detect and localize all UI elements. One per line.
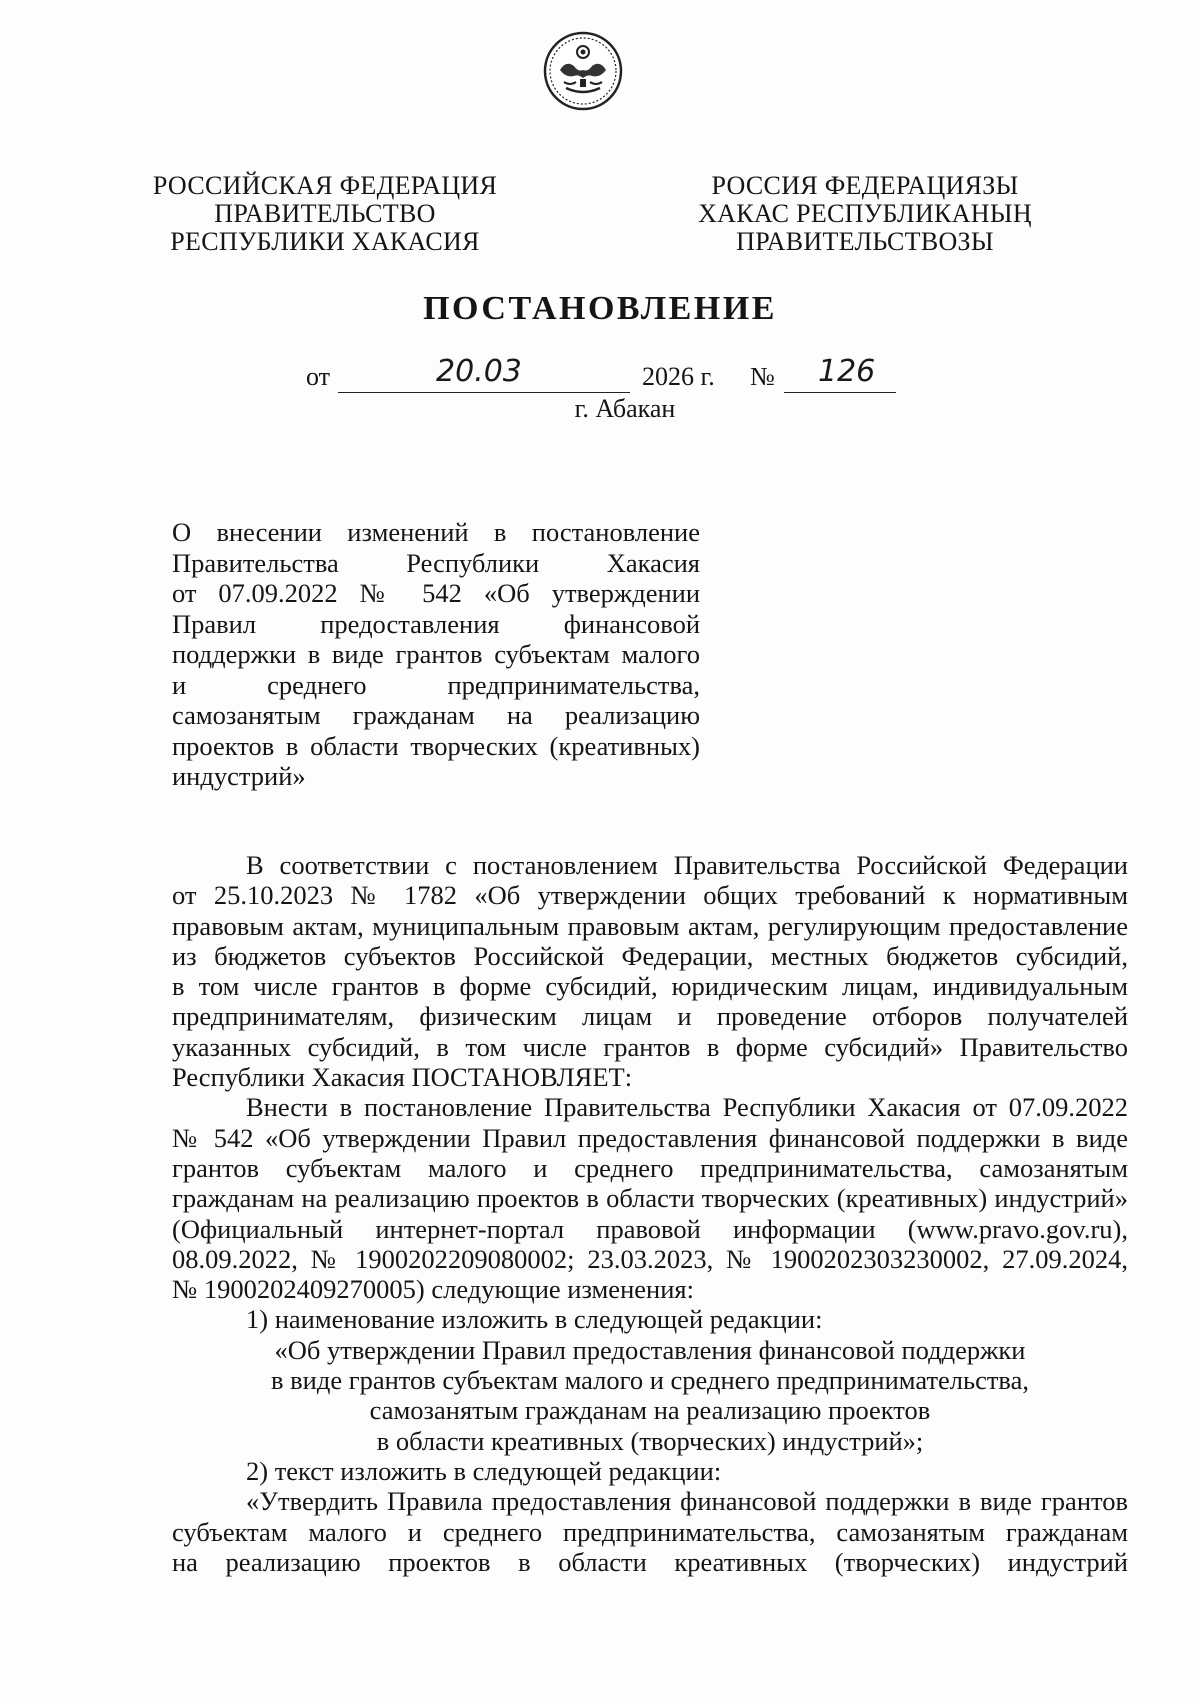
list-item-1: 1) наименование изложить в следующей редакции:: [246, 1304, 823, 1335]
body-line: на реализацию проектов в области креативных (творческих) индустрий: [172, 1546, 1128, 1577]
body-line: В соответствии с постановлением Правительства Российской Федерации: [246, 850, 1128, 880]
number-label: №: [750, 362, 775, 391]
body-line: (Официальный интернет-портал правовой информации (www.pravo.gov.ru),: [172, 1213, 1128, 1244]
number-handwritten: 126: [818, 354, 876, 389]
year-label: 2026 г.: [642, 362, 715, 391]
subject-line: Правил предоставления финансовой: [172, 608, 700, 639]
body-line: предпринимателям, физическим лицам и проведение отборов получателей: [172, 1001, 1128, 1032]
document-title: ПОСТАНОВЛЕНИЕ: [423, 290, 777, 327]
body-line: № 1900202409270005) следующие изменения:: [172, 1274, 694, 1305]
body-line: в том числе грантов в форме субсидий, юридическим лицам, индивидуальным: [172, 971, 1128, 1002]
body-line: 08.09.2022, № 1900202209080002; 23.03.2023, № 1900202303230002, 27.09.2024,: [172, 1243, 1128, 1274]
list-item-2: 2) текст изложить в следующей редакции:: [246, 1455, 722, 1486]
date-number-row: [306, 354, 906, 396]
quote-line: в виде грантов субъектам малого и среднего предпринимательства,: [271, 1365, 1029, 1396]
body-line: грантов субъектам малого и среднего предпринимательства, самозанятым: [172, 1152, 1128, 1183]
header-right-line: ХАКАС РЕСПУБЛИКАНЫҢ: [698, 199, 1032, 228]
subject-block: [172, 517, 700, 792]
date-underline: [338, 392, 630, 393]
header-right-line: РОССИЯ ФЕДЕРАЦИЯЗЫ: [711, 171, 1019, 200]
body-line: правовым актам, муниципальным правовым актам, регулирующим предоставление: [172, 910, 1128, 941]
header-left: [140, 172, 510, 256]
subject-line: самозанятым гражданам на реализацию: [172, 700, 700, 730]
date-handwritten: 20.03: [436, 354, 522, 389]
body-line: гражданам на реализацию проектов в области творческих (креативных) индустрий»: [172, 1183, 1128, 1214]
body-line: Внести в постановление Правительства Республики Хакасия от 07.09.2022: [246, 1092, 1128, 1123]
date-prefix: от: [306, 362, 331, 391]
header-left-line: РОССИЙСКАЯ ФЕДЕРАЦИЯ: [152, 171, 498, 200]
quote-line: «Об утверждении Правил предоставления финансовой поддержки: [274, 1334, 1026, 1365]
body-text: [172, 850, 1128, 1577]
header-right-line: ПРАВИТЕЛЬСТВОЗЫ: [736, 227, 994, 256]
header-left-line: РЕСПУБЛИКИ ХАКАСИЯ: [170, 227, 480, 256]
coat-of-arms-icon: [542, 30, 624, 112]
subject-line: Правительства Республики Хакасия: [172, 547, 700, 578]
subject-line: от 07.09.2022 № 542 «Об утверждении: [172, 578, 700, 608]
quote-line: в области креативных (творческих) индустрий»;: [376, 1425, 924, 1456]
subject-line: О внесении изменений в постановление: [172, 517, 700, 547]
quote-line: самозанятым гражданам на реализацию проектов: [369, 1395, 931, 1426]
body-line: № 542 «Об утверждении Правил предоставления финансовой поддержки в виде: [172, 1122, 1128, 1153]
subject-line: и среднего предпринимательства,: [172, 669, 700, 700]
body-line: «Утвердить Правила предоставления финансовой поддержки в виде грантов: [246, 1486, 1128, 1517]
subject-line: поддержки в виде грантов субъектам малого: [172, 639, 700, 669]
body-line: указанных субсидий, в том числе грантов в форме субсидий» Правительство: [172, 1031, 1128, 1062]
body-line: субъектам малого и среднего предпринимательства, самозанятым гражданам: [172, 1516, 1128, 1547]
header-right: [690, 172, 1040, 256]
subject-line: индустрий»: [172, 761, 306, 791]
body-line: Республики Хакасия ПОСТАНОВЛЯЕТ:: [172, 1062, 633, 1093]
number-underline: [784, 392, 896, 393]
city: г. Абакан: [574, 394, 676, 423]
subject-line: проектов в области творческих (креативных): [172, 730, 700, 761]
header-left-line: ПРАВИТЕЛЬСТВО: [214, 199, 436, 228]
body-line: из бюджетов субъектов Российской Федерации, местных бюджетов субсидий,: [172, 940, 1128, 971]
body-line: от 25.10.2023 № 1782 «Об утверждении общих требований к нормативным: [172, 880, 1128, 911]
